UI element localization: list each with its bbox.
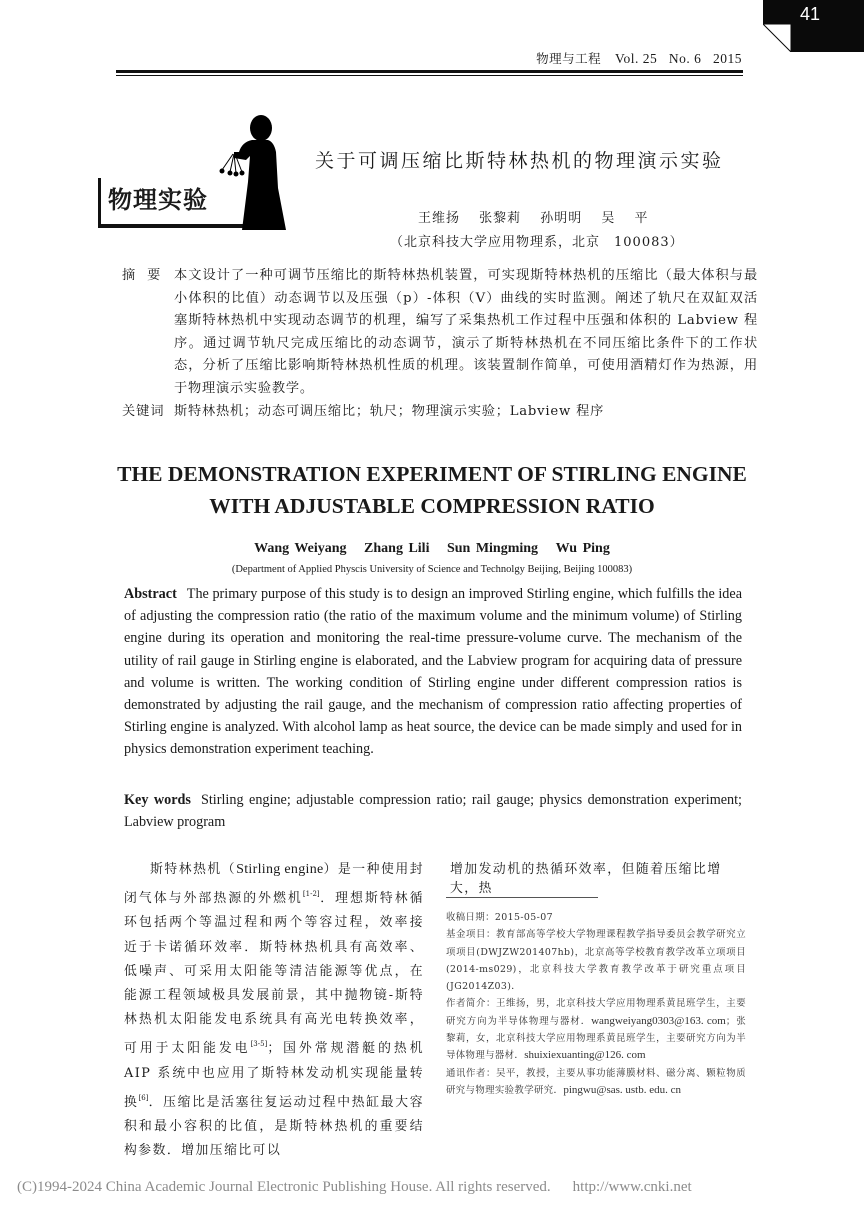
author-en: Sun Mingming (446, 541, 539, 556)
copyright-text: (C)1994-2024 China Academic Journal Electronic Publishing House. All rights reserved. (17, 1179, 551, 1195)
article-title-en (0, 458, 864, 522)
footnote-author-intro (446, 995, 746, 1064)
footnote-corresponding (446, 1065, 746, 1100)
body-text: ．理想斯特林循环包括两个等温过程和两个等容过程，效率接近于卡诺循环效率．斯特林热机具有高效率、低噪声、可采用太阳能等清洁能源等优点，在能源工程领域极具发展前景，其中抛物镜-斯特林热机太阳能发电系统具有高光电转换效率，可用于太阳能发电 (124, 891, 425, 1057)
journal-name: 物理与工程 (536, 51, 602, 66)
body-text: ）是一种使用封闭气体与外部热源的外燃机 (124, 862, 425, 907)
email-link[interactable]: pingwu@sas. ustb. edu. cn (563, 1083, 681, 1096)
affiliation-en: (Department of Applied Physcis University of Science and Technolgy Beijing, Beijing 100083) (231, 564, 633, 575)
footnote-text: 通讯作者：吴平，教授，主要从事功能薄膜材料、磁分离、颗粒物质研究与物理实验教学研究． (446, 1067, 746, 1096)
section-tag-bar (98, 178, 101, 228)
body-text-en: Stirling engine (236, 862, 324, 877)
demonstrator-silhouette-icon (212, 112, 292, 230)
abstract-cn-label: 摘要 (122, 268, 173, 283)
copyright-footer (17, 1179, 692, 1196)
journal-issue: No. 6 (668, 51, 702, 66)
email-link[interactable]: wangweiyang0303@163. com (591, 1014, 726, 1027)
journal-year: 2015 (713, 51, 742, 66)
body-text: ；国外常规潜艇的热机 AIP 系统中也应用了斯特林发动机实现能量转换 (124, 1041, 425, 1110)
running-head (536, 49, 742, 67)
footnote-rule (446, 897, 598, 898)
body-paragraph (124, 858, 424, 1163)
abstract-en (124, 583, 742, 761)
abstract-en-label: Abstract (124, 586, 177, 602)
body-column-2-text: 增加发动机的热循环效率，但随着压缩比增大，热 (450, 862, 722, 896)
body-text: 斯特林热机（ (150, 862, 237, 877)
footnote-fund: 基金项目：教育部高等学校大学物理课程教学指导委员会教学研究立项项目(DWJZW201407hb)，北京高等学校教育教学改革立项项目(2014-ms029)，北京科技大学教育教学改革于研究重点项目(JG2014Z03)． (446, 929, 746, 993)
abstract-en-text: The primary purpose of this study is to design an improved Stirling engine, which fulfills the idea of adjusting the compression ratio (the ratio of the maximum volume and the minimum volume) of Stirling engine during its operation and monitoring the real-time pressure-volume curve. The mechanism of the utility of rail gauge in Stirling engine is elaborated, and the Labview program for acquiring data of pressure and volume is written. The working condition of Stirling engine under different compression ratios is demonstrated by adjusting the rail gauge, and the mechanism of compression ratio affecting properties of Stirling engine is analyzed. With alcohol lamp as heat source, the device can be made simply and used for in physics demonstration experiment teaching. (124, 586, 742, 758)
author-en: Zhang Lili (364, 541, 430, 556)
email-link[interactable]: shuixiexuanting@126. com (524, 1049, 646, 1062)
keywords-en-text: Stirling engine; adjustable compression ratio; rail gauge; physics demonstration experiment; Labview program (124, 792, 742, 831)
citation[interactable]: [3-5] (250, 1040, 268, 1049)
affiliation-cn: （北京科技大学应用物理系，北京 100083） (390, 235, 684, 250)
citation[interactable]: [1-2] (302, 890, 320, 899)
footnote-received: 收稿日期：2015-05-07 (446, 912, 553, 923)
keywords-en (124, 789, 742, 833)
citation[interactable]: [6] (138, 1093, 149, 1102)
keywords-en-label: Key words (124, 792, 191, 808)
author-en: Wu Ping (555, 541, 610, 556)
cnki-link[interactable]: http://www.cnki.net (572, 1179, 692, 1195)
article-title-en-line-1: THE DEMONSTRATION EXPERIMENT OF STIRLING ENGINE (117, 462, 747, 486)
keywords-cn-label: 关键词 (122, 404, 165, 419)
authors-cn: 王维扬 张黎莉 孙明明 吴 平 (418, 211, 649, 226)
article-title-en-line-2: WITH ADJUSTABLE COMPRESSION RATIO (209, 494, 655, 518)
body-text: ．压缩比是活塞往复运动过程中热缸最大容积和最小容积的比值，是斯特林热机的重要结构参数．增加压缩比可以 (124, 1094, 425, 1159)
keywords-cn-text: 斯特林热机；动态可调压缩比；轨尺；物理演示实验；Labview 程序 (174, 404, 605, 419)
header-rule-thin (116, 75, 743, 76)
header-rule-thick (116, 70, 743, 73)
footnote-text: 作者简介：王维扬，男，北京科技大学应用物理系黄昆班学生，主要研究方向为半导体物理与器材． (446, 998, 746, 1027)
abstract-cn-text: 本文设计了一种可调节压缩比的斯特林热机装置，可实现斯特林热机的压缩比（最大体积与最小体积的比值）动态调节以及压强（p）-体积（V）曲线的实时监测。阐述了轨尺在双缸双活塞斯特林热机中实现动态调节的机理，编写了采集热机工作过程中压强和体积的 Labview 程序。通过调节轨尺完成压缩比的动态调节，演示了斯特林热机在不同压缩比条件下的工作状态，分析了压缩比影响斯特林热机性质的机理。该装置制作简单，可使用酒精灯作为热源，用于物理演示实验教学。 (174, 268, 758, 396)
section-tag-label: 物理实验 (108, 186, 208, 214)
article-title-cn: 关于可调压缩比斯特林热机的物理演示实验 (315, 150, 724, 172)
journal-volume: Vol. 25 (614, 51, 658, 66)
footnote-text: ；张黎莉，女，北京科技大学应用物理系黄昆班学生，主要研究方向为半导体物理与器材． (446, 1015, 746, 1062)
footnotes (446, 909, 746, 1099)
page-number: 41 (800, 4, 821, 24)
abstract-cn (122, 265, 758, 400)
keywords-cn (122, 401, 758, 424)
author-en: Wang Weiyang (254, 541, 347, 556)
authors-en (0, 541, 864, 557)
